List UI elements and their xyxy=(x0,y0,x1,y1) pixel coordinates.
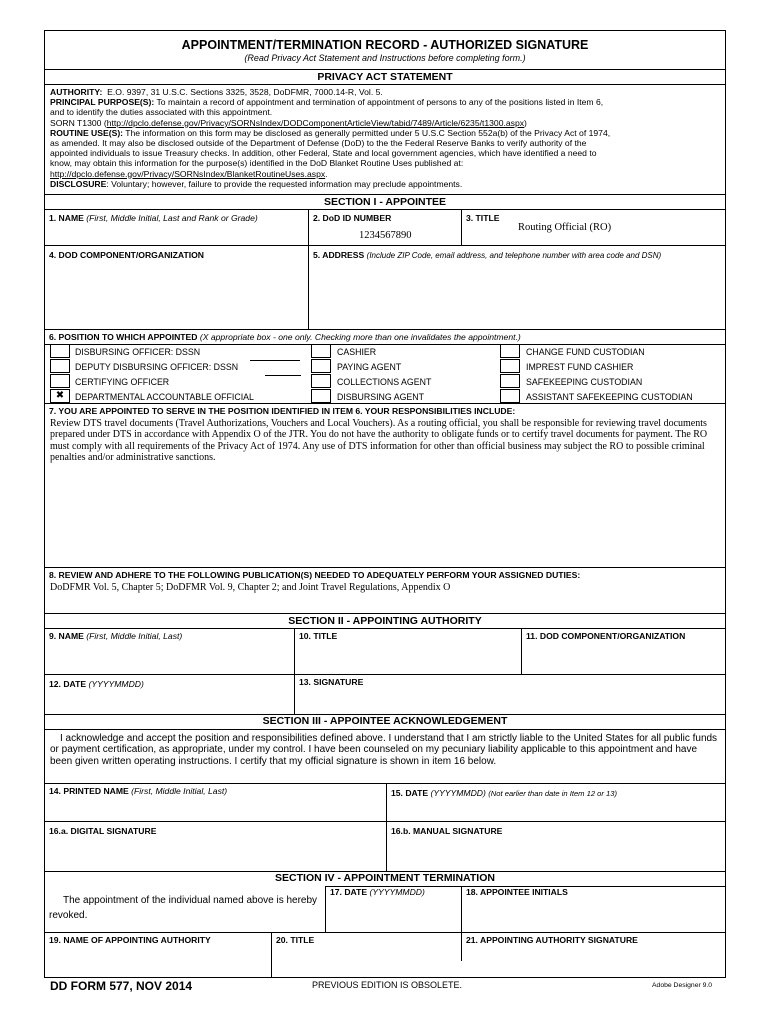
routine-text-2: as amended. It may also be disclosed outside of the Department of Defense (DoD) to the the Federal Reserve Banks to verify authority of the xyxy=(50,138,587,149)
position-checkbox[interactable] xyxy=(311,359,331,373)
item21-label: 21. APPOINTING AUTHORITY SIGNATURE xyxy=(466,935,638,945)
privacy-heading: PRIVACY ACT STATEMENT xyxy=(317,71,453,83)
item17-label: 17. DATE (YYYYMMDD) xyxy=(330,887,425,897)
responsibilities-field[interactable]: Review DTS travel documents (Travel Authorizations, Vouchers and Local Vouchers). As a routing official, you shall be responsible for reviewing travel documents prepared under DTS in accordance with Appendix O of the JTR. You do not have the authority to obligate funds or to certify travel documents for payment. The RO must comply with all requirements of the Privacy Act of 1974. Any use of DTS information for other than official business may subject the RO to possible criminal penalties and/or administrative sanctions. xyxy=(50,418,708,463)
section1-heading: SECTION I - APPOINTEE xyxy=(323,196,447,208)
disclosure-label: DISCLOSURE xyxy=(50,178,107,189)
item15-label: 15. DATE (YYYYMMDD) (Not earlier than date in Item 12 or 13) xyxy=(391,788,618,798)
divider xyxy=(521,628,522,674)
divider xyxy=(45,403,725,404)
section2-heading: SECTION II - APPOINTING AUTHORITY xyxy=(288,615,482,627)
obsolete-notice: PREVIOUS EDITION IS OBSOLETE. xyxy=(312,980,463,990)
form-page xyxy=(44,30,726,978)
item13-label: 13. SIGNATURE xyxy=(299,677,364,687)
position-checkbox[interactable] xyxy=(500,359,520,373)
item14-label: 14. PRINTED NAME (First, Middle Initial, Last) xyxy=(49,786,228,796)
section4-heading: SECTION IV - APPOINTMENT TERMINATION xyxy=(275,872,495,884)
divider xyxy=(45,628,725,629)
item11-label: 11. DOD COMPONENT/ORGANIZATION xyxy=(526,631,686,641)
title-field[interactable]: Routing Official (RO) xyxy=(518,222,612,233)
divider xyxy=(461,209,462,245)
publications-field[interactable]: DoDFMR Vol. 5, Chapter 5; DoDFMR Vol. 9, Chapter 2; and Joint Travel Regulations, Appendix O xyxy=(50,582,451,593)
item9-label: 9. NAME (First, Middle Initial, Last) xyxy=(49,631,183,641)
position-checkbox[interactable] xyxy=(311,389,331,403)
divider xyxy=(45,932,725,933)
item5-label: 5. ADDRESS (Include ZIP Code, email address, and telephone number with area code and DSN) xyxy=(313,250,662,260)
dssn-line xyxy=(265,375,301,376)
divider xyxy=(45,729,725,730)
divider xyxy=(45,674,725,675)
routine-label: ROUTINE USE(S): xyxy=(50,127,124,138)
routine-text-1: The information on this form may be disclosed as generally permitted under 5 U.S.C Section 552a(b) of the Privacy Act of 1974, xyxy=(125,127,611,138)
routine-link[interactable]: http://dpclo.defense.gov/Privacy/SORNsIndex/BlanketRoutineUses.aspx xyxy=(50,168,326,179)
position-label: DISBURSING AGENT xyxy=(337,392,425,402)
purpose-label: PRINCIPAL PURPOSE(S): xyxy=(50,97,155,108)
divider xyxy=(325,886,326,932)
sorn-end: ) xyxy=(524,117,527,128)
item10-label: 10. TITLE xyxy=(299,631,338,641)
position-label: DEPUTY DISBURSING OFFICER: DSSN xyxy=(75,362,239,372)
item20-label: 20. TITLE xyxy=(276,935,315,945)
position-label: CERTIFYING OFFICER xyxy=(75,377,170,387)
position-label: DISBURSING OFFICER: DSSN xyxy=(75,347,201,357)
divider xyxy=(45,245,725,246)
position-label: COLLECTIONS AGENT xyxy=(337,377,432,387)
item1-label: 1. NAME (First, Middle Initial, Last and Rank or Grade) xyxy=(49,213,258,223)
item18-label: 18. APPOINTEE INITIALS xyxy=(466,887,568,897)
divider xyxy=(45,194,725,195)
disclosure-text: : Voluntary; however, failure to provide the requested information may preclude appointments. xyxy=(106,178,463,189)
divider xyxy=(308,209,309,329)
divider xyxy=(294,628,295,714)
authority-text: E.O. 9397, 31 U.S.C. Sections 3325, 3528, DoDFMR, 7000.14-R, Vol. 5. xyxy=(107,87,383,97)
divider xyxy=(45,613,725,614)
purpose-text-2: and to identify the duties associated with this appointment. xyxy=(50,107,273,118)
purpose-text: To maintain a record of appointment and termination of appointment of persons to any of the positions listed in Item 6, xyxy=(156,97,604,108)
divider xyxy=(45,567,725,568)
privacy-statement xyxy=(50,87,720,189)
item6-label: 6. POSITION TO WHICH APPOINTED (X appropriate box - one only. Checking more than one invalidates the appointment.) xyxy=(49,332,521,342)
form-title: APPOINTMENT/TERMINATION RECORD - AUTHORIZED SIGNATURE xyxy=(181,38,589,52)
dssn-line xyxy=(250,360,300,361)
position-label: CASHIER xyxy=(337,347,377,357)
item16a-label: 16.a. DIGITAL SIGNATURE xyxy=(49,826,157,836)
position-checkbox[interactable] xyxy=(50,344,70,358)
item7-label: 7. YOU ARE APPOINTED TO SERVE IN THE POSITION IDENTIFIED IN ITEM 6. YOUR RESPONSIBILITIES INCLUDE: xyxy=(49,406,516,416)
sorn-link[interactable]: http://dpclo.defense.gov/Privacy/SORNsIndex/DODComponentArticleView/tabid/7489/Article/6235/t1300.aspx xyxy=(106,117,525,128)
acknowledgement-text: I acknowledge and accept the position and responsibilities defined above. I understand that I am strictly liable to the United States for all public funds or payment certification, as appropriate, under my control. I have been counseled on my pecuniary liability applicable to this appointment and have been given written operating instructions. I certify that my official signature is shown in item 16 below. xyxy=(50,733,718,767)
routine-text-3: appointed individuals to issue Treasury checks. In addition, other Federal, State and local government agencies, which have identified a need to xyxy=(50,148,597,159)
form-id: DD FORM 577, NOV 2014 xyxy=(50,979,193,993)
item12-label: 12. DATE (YYYYMMDD) xyxy=(49,679,144,689)
item4-label: 4. DOD COMPONENT/ORGANIZATION xyxy=(49,250,205,260)
divider xyxy=(45,821,725,822)
position-checkbox[interactable]: ✖ xyxy=(50,389,70,403)
item2-label: 2. DoD ID NUMBER xyxy=(313,213,392,223)
position-checkbox[interactable] xyxy=(50,374,70,388)
item3-label: 3. TITLE xyxy=(466,213,500,223)
position-checkbox[interactable] xyxy=(500,374,520,388)
divider xyxy=(45,783,725,784)
revoked-text: The appointment of the individual named above is hereby revoked. xyxy=(49,895,318,921)
divider xyxy=(45,209,725,210)
divider xyxy=(45,344,725,345)
divider xyxy=(45,329,725,330)
routine-text-4: know, may obtain this information for the purpose(s) identified in the DoD Blanket Routine Uses published at: xyxy=(50,158,464,169)
position-checkbox[interactable] xyxy=(311,374,331,388)
section3-heading: SECTION III - APPOINTEE ACKNOWLEDGEMENT xyxy=(262,715,508,727)
item8-label: 8. REVIEW AND ADHERE TO THE FOLLOWING PUBLICATION(S) NEEDED TO ADEQUATELY PERFORM YOUR ASSIGNED DUTIES: xyxy=(49,570,581,580)
position-label: DEPARTMENTAL ACCOUNTABLE OFFICIAL xyxy=(75,392,254,402)
divider xyxy=(45,84,725,85)
divider xyxy=(45,69,725,70)
position-checkbox[interactable] xyxy=(50,359,70,373)
sorn-text: SORN T1300 ( xyxy=(50,117,107,128)
divider xyxy=(386,783,387,871)
position-checkbox[interactable] xyxy=(500,389,520,403)
item16b-label: 16.b. MANUAL SIGNATURE xyxy=(391,826,503,836)
position-label: ASSISTANT SAFEKEEPING CUSTODIAN xyxy=(526,392,693,402)
position-checkbox[interactable] xyxy=(500,344,520,358)
position-label: PAYING AGENT xyxy=(337,362,402,372)
routine-end: . xyxy=(325,168,328,179)
position-label: IMPREST FUND CASHIER xyxy=(526,362,634,372)
divider xyxy=(461,886,462,961)
form-subtitle: (Read Privacy Act Statement and Instructions before completing form.) xyxy=(244,53,526,63)
authority-label: AUTHORITY: xyxy=(50,87,103,97)
item19-label: 19. NAME OF APPOINTING AUTHORITY xyxy=(49,935,211,945)
position-label: CHANGE FUND CUSTODIAN xyxy=(526,347,645,357)
position-label: SAFEKEEPING CUSTODIAN xyxy=(526,377,643,387)
software-note: Adobe Designer 9.0 xyxy=(652,982,713,989)
dod-id-field[interactable]: 1234567890 xyxy=(359,230,412,241)
position-checkbox[interactable] xyxy=(311,344,331,358)
divider xyxy=(271,932,272,978)
